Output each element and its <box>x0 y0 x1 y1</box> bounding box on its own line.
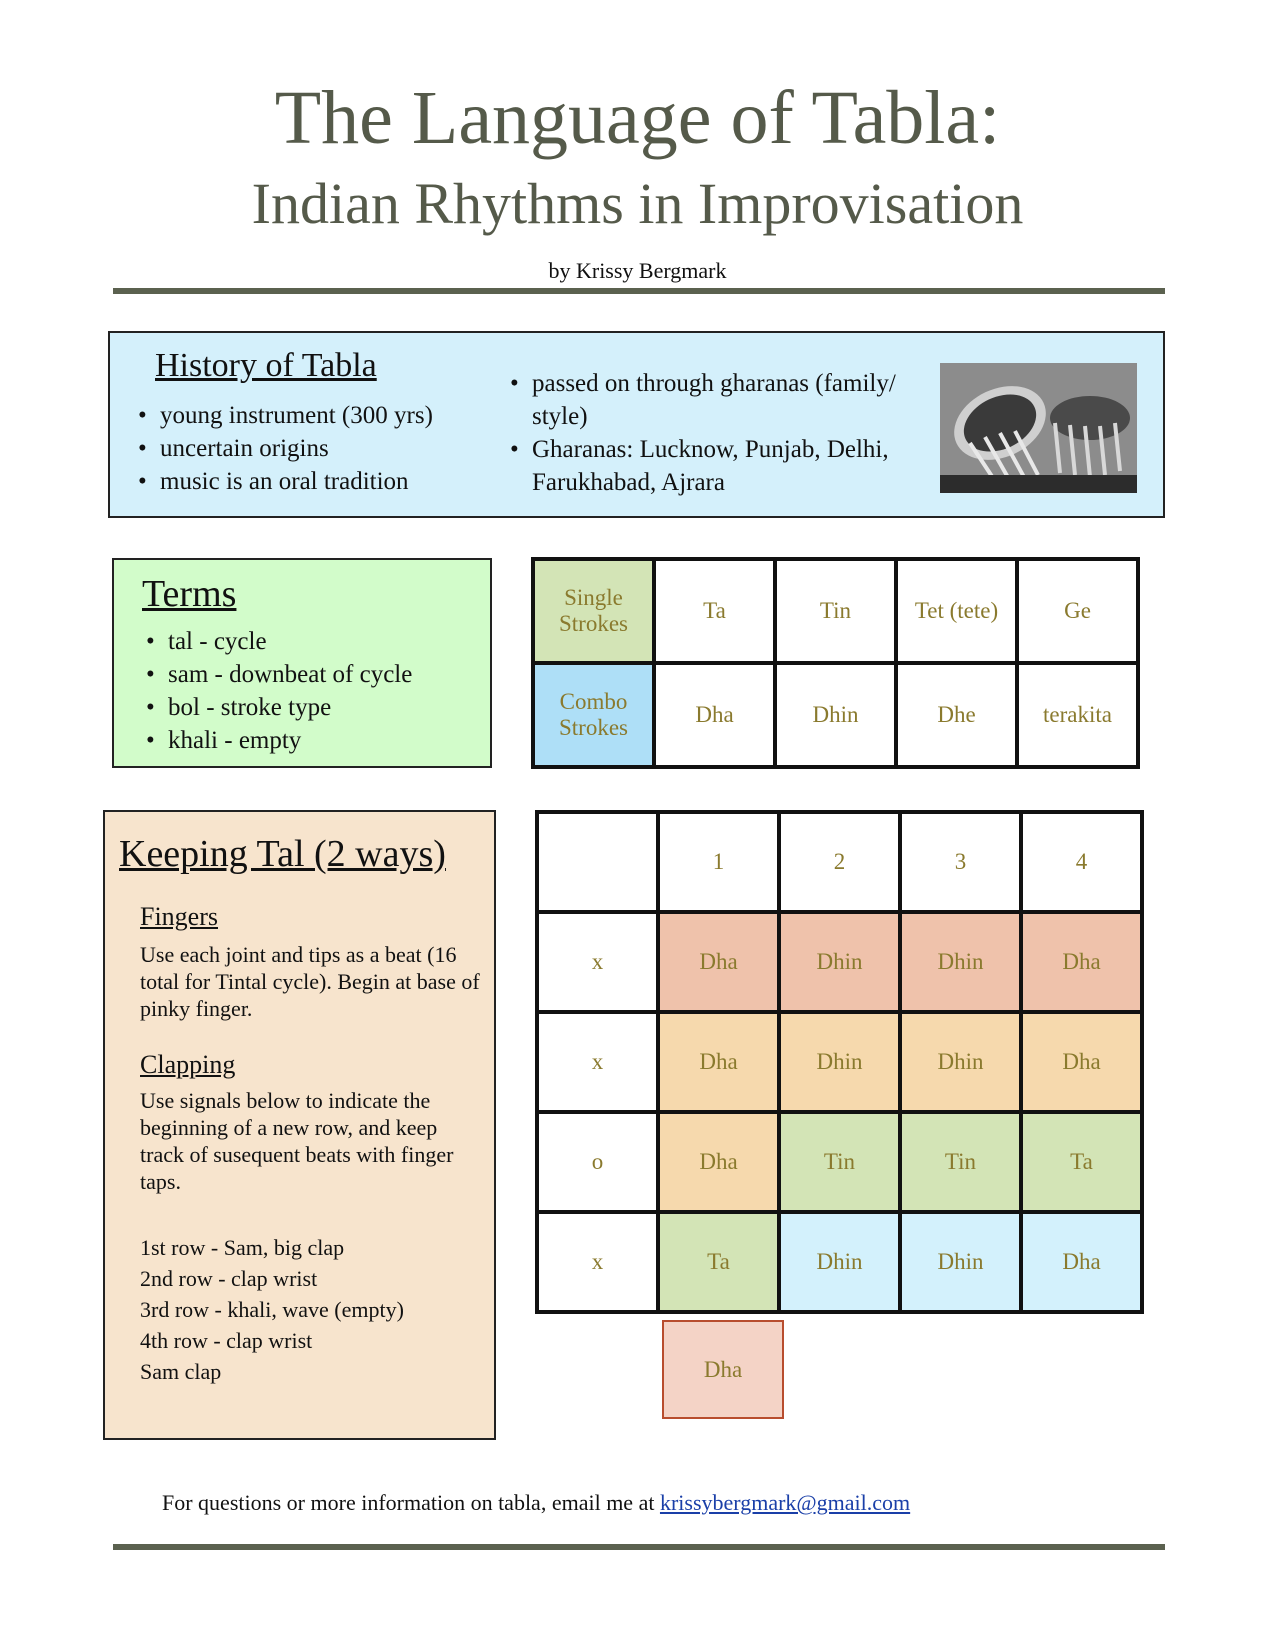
bol-cell: Dha <box>658 912 779 1012</box>
bol-cell: Dhin <box>900 1012 1021 1112</box>
row-marker: x <box>537 1212 658 1312</box>
strokes-table <box>531 557 1140 769</box>
clapping-heading: Clapping <box>140 1050 236 1079</box>
table-cell: Dhin <box>775 663 896 767</box>
final-sam-cell: Dha <box>662 1320 784 1419</box>
keeping-tal-heading: Keeping Tal (2 ways) <box>119 833 446 875</box>
single-strokes-label: Single Strokes <box>533 559 654 663</box>
list-item: • uncertain origins <box>138 432 468 465</box>
fingers-heading: Fingers <box>140 902 218 931</box>
bol-cell: Dhin <box>779 912 900 1012</box>
bol-cell: Dhin <box>900 1212 1021 1312</box>
bol-cell: Dhin <box>779 1212 900 1312</box>
author-byline: by Krissy Bergmark <box>548 258 727 283</box>
bol-cell: Dha <box>658 1012 779 1112</box>
bol-cell: Dha <box>1021 1012 1142 1112</box>
tintal-grid <box>535 810 1144 1314</box>
row-marker: o <box>537 1112 658 1212</box>
page-title: The Language of Tabla: <box>274 76 1001 160</box>
tabla-drums-photo <box>940 363 1137 493</box>
table-cell: Dhe <box>896 663 1017 767</box>
table-row <box>537 812 1142 912</box>
combo-strokes-label: Combo Strokes <box>533 663 654 767</box>
email-link[interactable]: krissybergmark@gmail.com <box>659 1490 911 1515</box>
list-item: • young instrument (300 yrs) <box>138 399 468 432</box>
history-heading: History of Tabla <box>155 347 377 384</box>
footer-message: For questions or more information on tabla, email me at <box>162 1490 655 1515</box>
bol-cell: Dhin <box>900 912 1021 1012</box>
table-cell: Tin <box>775 559 896 663</box>
keeping-tal-panel <box>103 810 496 1440</box>
list-item: Sam clap <box>140 1359 222 1384</box>
terms-panel <box>112 558 492 768</box>
list-item: • khali - empty <box>146 724 476 757</box>
table-cell: Ge <box>1017 559 1138 663</box>
footer-text <box>162 1490 910 1516</box>
bol-cell: Dhin <box>779 1012 900 1112</box>
bol-cell: Dha <box>1021 1212 1142 1312</box>
history-left-list <box>138 399 468 498</box>
bol-cell: Tin <box>779 1112 900 1212</box>
table-cell: Ta <box>654 559 775 663</box>
list-item: 4th row - clap wrist <box>140 1328 313 1353</box>
list-item: 1st row - Sam, big clap <box>140 1235 345 1260</box>
bottom-divider <box>113 1544 1165 1550</box>
beat-header: 1 <box>658 812 779 912</box>
bol-cell: Ta <box>658 1212 779 1312</box>
bol-cell: Dha <box>658 1112 779 1212</box>
clapping-text: Use signals below to indicate the beginning of a new row, and keep track of susequent beats with finger taps. <box>140 1088 454 1194</box>
beat-header: 4 <box>1021 812 1142 912</box>
history-right-list <box>510 367 930 499</box>
bol-cell: Ta <box>1021 1112 1142 1212</box>
fingers-text: Use each joint and tips as a beat (16 total for Tintal cycle). Begin at base of pinky finger. <box>140 942 480 1021</box>
bol-cell: Tin <box>900 1112 1021 1212</box>
bol-cell: Dha <box>1021 912 1142 1012</box>
list-item: 3rd row - khali, wave (empty) <box>140 1297 404 1322</box>
row-marker: x <box>537 912 658 1012</box>
table-row <box>537 1112 1142 1212</box>
list-item: • music is an oral tradition <box>138 465 468 498</box>
table-row <box>533 663 1138 767</box>
corner-cell <box>537 812 658 912</box>
list-item: 2nd row - clap wrist <box>140 1266 318 1291</box>
list-item: • bol - stroke type <box>146 691 476 724</box>
history-panel <box>108 331 1165 518</box>
list-item: • passed on through gharanas (family/ style) <box>510 367 930 433</box>
table-row <box>537 1012 1142 1112</box>
terms-heading: Terms <box>142 573 237 615</box>
table-cell: terakita <box>1017 663 1138 767</box>
table-row <box>537 1212 1142 1312</box>
table-cell: Dha <box>654 663 775 767</box>
list-item: • sam - downbeat of cycle <box>146 658 476 691</box>
page-subtitle: Indian Rhythms in Improvisation <box>251 171 1024 236</box>
table-cell: Tet (tete) <box>896 559 1017 663</box>
list-item: • tal - cycle <box>146 625 476 658</box>
clap-rows-list <box>140 1232 404 1387</box>
terms-list <box>146 625 476 757</box>
beat-header: 3 <box>900 812 1021 912</box>
beat-header: 2 <box>779 812 900 912</box>
row-marker: x <box>537 1012 658 1112</box>
top-divider <box>113 288 1165 294</box>
table-row <box>537 912 1142 1012</box>
table-row <box>533 559 1138 663</box>
list-item: • Gharanas: Lucknow, Punjab, Delhi, Farukhabad, Ajrara <box>510 433 930 499</box>
